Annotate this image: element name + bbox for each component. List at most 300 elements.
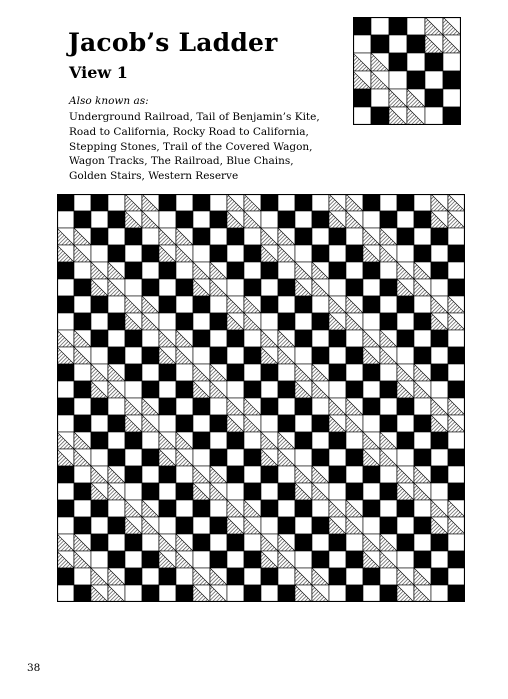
light-square: [159, 313, 176, 330]
dark-square: [346, 551, 363, 568]
light-square: [278, 194, 295, 211]
dark-square: [244, 449, 261, 466]
light-square: [363, 585, 380, 602]
dark-square: [193, 534, 210, 551]
dark-square: [108, 347, 125, 364]
dark-square: [176, 279, 193, 296]
light-square: [227, 551, 244, 568]
view-subtitle: View 1: [69, 63, 128, 82]
dark-square: [414, 347, 431, 364]
light-square: [371, 17, 389, 35]
dark-square: [329, 432, 346, 449]
light-square: [380, 500, 397, 517]
dark-square: [91, 228, 108, 245]
dark-square: [312, 245, 329, 262]
dark-square: [176, 415, 193, 432]
dark-square: [397, 296, 414, 313]
dark-square: [227, 228, 244, 245]
dark-square: [125, 568, 142, 585]
dark-square: [210, 245, 227, 262]
light-square: [414, 330, 431, 347]
dark-square: [448, 381, 465, 398]
light-square: [142, 534, 159, 551]
dark-square: [431, 466, 448, 483]
light-square: [57, 415, 74, 432]
light-square: [176, 296, 193, 313]
dark-square: [414, 211, 431, 228]
light-square: [448, 262, 465, 279]
dark-square: [380, 381, 397, 398]
light-square: [278, 398, 295, 415]
light-square: [278, 262, 295, 279]
dark-square: [431, 364, 448, 381]
dark-square: [142, 381, 159, 398]
dark-square: [414, 415, 431, 432]
light-square: [329, 279, 346, 296]
dark-square: [159, 466, 176, 483]
light-square: [414, 500, 431, 517]
light-square: [407, 53, 425, 71]
dark-square: [414, 449, 431, 466]
light-square: [244, 466, 261, 483]
light-square: [210, 500, 227, 517]
light-square: [193, 245, 210, 262]
light-square: [142, 330, 159, 347]
light-square: [278, 466, 295, 483]
light-square: [108, 500, 125, 517]
light-square: [74, 500, 91, 517]
light-square: [193, 415, 210, 432]
dark-square: [261, 500, 278, 517]
light-square: [227, 381, 244, 398]
dark-square: [57, 568, 74, 585]
dark-square: [159, 398, 176, 415]
light-square: [363, 517, 380, 534]
dark-square: [176, 517, 193, 534]
single-block-diagram: [353, 17, 461, 125]
light-square: [142, 262, 159, 279]
dark-square: [125, 364, 142, 381]
light-square: [74, 398, 91, 415]
light-square: [346, 432, 363, 449]
dark-square: [227, 534, 244, 551]
dark-square: [261, 364, 278, 381]
dark-square: [346, 449, 363, 466]
light-square: [448, 432, 465, 449]
light-square: [443, 89, 461, 107]
dark-square: [261, 466, 278, 483]
light-square: [346, 228, 363, 245]
light-square: [448, 364, 465, 381]
light-square: [295, 211, 312, 228]
light-square: [244, 432, 261, 449]
light-square: [295, 517, 312, 534]
dark-square: [443, 71, 461, 89]
dark-square: [176, 313, 193, 330]
dark-square: [125, 330, 142, 347]
dark-square: [176, 585, 193, 602]
dark-square: [295, 296, 312, 313]
dark-square: [159, 296, 176, 313]
dark-square: [210, 517, 227, 534]
dark-square: [407, 35, 425, 53]
light-square: [159, 483, 176, 500]
light-square: [363, 381, 380, 398]
dark-square: [363, 296, 380, 313]
light-square: [244, 228, 261, 245]
dark-square: [159, 364, 176, 381]
light-square: [74, 296, 91, 313]
light-square: [244, 330, 261, 347]
dark-square: [363, 194, 380, 211]
light-square: [176, 568, 193, 585]
light-square: [295, 551, 312, 568]
light-square: [210, 330, 227, 347]
dark-square: [142, 449, 159, 466]
light-square: [125, 347, 142, 364]
dark-square: [227, 432, 244, 449]
light-square: [312, 500, 329, 517]
light-square: [91, 415, 108, 432]
dark-square: [57, 296, 74, 313]
dark-square: [329, 534, 346, 551]
light-square: [261, 211, 278, 228]
dark-square: [353, 89, 371, 107]
dark-square: [244, 279, 261, 296]
dark-square: [312, 211, 329, 228]
light-square: [329, 245, 346, 262]
light-square: [397, 245, 414, 262]
light-square: [380, 568, 397, 585]
light-square: [431, 279, 448, 296]
light-square: [414, 194, 431, 211]
dark-square: [448, 449, 465, 466]
dark-square: [346, 245, 363, 262]
dark-square: [193, 194, 210, 211]
light-square: [57, 483, 74, 500]
light-square: [125, 449, 142, 466]
light-square: [329, 551, 346, 568]
light-square: [125, 551, 142, 568]
dark-square: [142, 347, 159, 364]
dark-square: [176, 381, 193, 398]
dark-square: [244, 381, 261, 398]
dark-square: [414, 551, 431, 568]
light-square: [261, 279, 278, 296]
light-square: [380, 364, 397, 381]
pattern-title: Jacob’s Ladder: [68, 28, 278, 57]
dark-square: [176, 483, 193, 500]
dark-square: [108, 517, 125, 534]
dark-square: [414, 313, 431, 330]
dark-square: [261, 262, 278, 279]
dark-square: [425, 89, 443, 107]
dark-square: [278, 483, 295, 500]
light-square: [210, 296, 227, 313]
page-number: 38: [27, 662, 41, 674]
dark-square: [244, 347, 261, 364]
dark-square: [448, 483, 465, 500]
light-square: [431, 381, 448, 398]
dark-square: [108, 449, 125, 466]
light-square: [448, 228, 465, 245]
light-square: [346, 568, 363, 585]
light-square: [91, 517, 108, 534]
light-square: [227, 279, 244, 296]
light-square: [329, 483, 346, 500]
dark-square: [397, 330, 414, 347]
dark-square: [159, 568, 176, 585]
light-square: [91, 245, 108, 262]
light-square: [74, 194, 91, 211]
light-square: [363, 415, 380, 432]
light-square: [57, 313, 74, 330]
light-square: [91, 313, 108, 330]
light-square: [346, 364, 363, 381]
light-square: [108, 194, 125, 211]
dark-square: [278, 415, 295, 432]
light-square: [312, 228, 329, 245]
dark-square: [353, 17, 371, 35]
dark-square: [397, 228, 414, 245]
dark-square: [346, 585, 363, 602]
light-square: [91, 449, 108, 466]
dark-square: [159, 262, 176, 279]
dark-square: [227, 330, 244, 347]
light-square: [397, 415, 414, 432]
light-square: [227, 585, 244, 602]
light-square: [142, 568, 159, 585]
alternate-names-line: Wagon Tracks, The Railroad, Blue Chains,: [69, 155, 294, 168]
dark-square: [443, 107, 461, 125]
light-square: [389, 35, 407, 53]
light-square: [57, 381, 74, 398]
light-square: [312, 330, 329, 347]
dark-square: [193, 228, 210, 245]
alternate-names-list: [69, 110, 319, 184]
light-square: [57, 517, 74, 534]
dark-square: [363, 500, 380, 517]
dark-square: [448, 551, 465, 568]
dark-square: [346, 483, 363, 500]
dark-square: [244, 245, 261, 262]
light-square: [74, 568, 91, 585]
light-square: [210, 228, 227, 245]
dark-square: [227, 364, 244, 381]
light-square: [159, 279, 176, 296]
dark-square: [448, 279, 465, 296]
light-square: [176, 466, 193, 483]
light-square: [329, 347, 346, 364]
light-square: [193, 449, 210, 466]
dark-square: [431, 568, 448, 585]
light-square: [227, 347, 244, 364]
light-square: [425, 107, 443, 125]
light-square: [295, 449, 312, 466]
light-square: [346, 262, 363, 279]
dark-square: [74, 517, 91, 534]
dark-square: [57, 398, 74, 415]
dark-square: [91, 194, 108, 211]
light-square: [397, 449, 414, 466]
alternate-names-line: Stepping Stones, Trail of the Covered Wagon,: [69, 140, 313, 153]
dark-square: [57, 364, 74, 381]
dark-square: [363, 568, 380, 585]
light-square: [210, 534, 227, 551]
dark-square: [210, 347, 227, 364]
dark-square: [74, 415, 91, 432]
dark-square: [414, 245, 431, 262]
dark-square: [371, 35, 389, 53]
dark-square: [295, 330, 312, 347]
dark-square: [74, 313, 91, 330]
dark-square: [431, 262, 448, 279]
light-square: [363, 483, 380, 500]
dark-square: [142, 551, 159, 568]
light-square: [74, 262, 91, 279]
light-square: [278, 568, 295, 585]
dark-square: [142, 279, 159, 296]
light-square: [431, 551, 448, 568]
dark-square: [363, 262, 380, 279]
dark-square: [363, 466, 380, 483]
light-square: [91, 347, 108, 364]
dark-square: [227, 568, 244, 585]
dark-square: [159, 500, 176, 517]
light-square: [74, 466, 91, 483]
light-square: [407, 17, 425, 35]
quilt-layout-diagram: [57, 194, 465, 602]
light-square: [108, 432, 125, 449]
light-square: [363, 313, 380, 330]
light-square: [295, 415, 312, 432]
light-square: [448, 466, 465, 483]
light-square: [125, 381, 142, 398]
dark-square: [210, 449, 227, 466]
dark-square: [380, 517, 397, 534]
light-square: [176, 500, 193, 517]
light-square: [414, 534, 431, 551]
dark-square: [312, 551, 329, 568]
light-square: [261, 415, 278, 432]
light-square: [312, 194, 329, 211]
dark-square: [159, 194, 176, 211]
light-square: [57, 585, 74, 602]
dark-square: [108, 211, 125, 228]
dark-square: [431, 432, 448, 449]
dark-square: [193, 432, 210, 449]
dark-square: [142, 483, 159, 500]
light-square: [193, 551, 210, 568]
light-square: [193, 211, 210, 228]
light-square: [244, 568, 261, 585]
light-square: [312, 534, 329, 551]
dark-square: [397, 432, 414, 449]
light-square: [244, 364, 261, 381]
dark-square: [91, 534, 108, 551]
dark-square: [329, 364, 346, 381]
light-square: [159, 517, 176, 534]
light-square: [159, 415, 176, 432]
light-square: [142, 432, 159, 449]
dark-square: [380, 585, 397, 602]
dark-square: [425, 53, 443, 71]
dark-square: [407, 71, 425, 89]
light-square: [431, 585, 448, 602]
dark-square: [295, 398, 312, 415]
dark-square: [108, 551, 125, 568]
dark-square: [108, 313, 125, 330]
light-square: [261, 313, 278, 330]
dark-square: [295, 194, 312, 211]
dark-square: [380, 483, 397, 500]
light-square: [176, 364, 193, 381]
light-square: [414, 228, 431, 245]
light-square: [125, 279, 142, 296]
light-square: [261, 585, 278, 602]
light-square: [108, 228, 125, 245]
dark-square: [295, 500, 312, 517]
dark-square: [125, 432, 142, 449]
dark-square: [261, 398, 278, 415]
light-square: [295, 347, 312, 364]
light-square: [380, 262, 397, 279]
dark-square: [380, 313, 397, 330]
dark-square: [74, 279, 91, 296]
light-square: [261, 381, 278, 398]
light-square: [57, 211, 74, 228]
light-square: [346, 534, 363, 551]
dark-square: [346, 381, 363, 398]
light-square: [108, 296, 125, 313]
dark-square: [57, 500, 74, 517]
light-square: [425, 71, 443, 89]
dark-square: [91, 432, 108, 449]
light-square: [142, 228, 159, 245]
light-square: [91, 551, 108, 568]
light-square: [74, 364, 91, 381]
dark-square: [125, 534, 142, 551]
light-square: [295, 313, 312, 330]
dark-square: [142, 245, 159, 262]
dark-square: [74, 483, 91, 500]
dark-square: [74, 585, 91, 602]
dark-square: [380, 211, 397, 228]
light-square: [244, 534, 261, 551]
dark-square: [74, 211, 91, 228]
light-square: [125, 245, 142, 262]
light-square: [346, 466, 363, 483]
light-square: [210, 194, 227, 211]
light-square: [371, 89, 389, 107]
light-square: [295, 245, 312, 262]
dark-square: [227, 262, 244, 279]
alternate-names-line: Road to California, Rocky Road to California,: [69, 125, 309, 138]
dark-square: [278, 279, 295, 296]
dark-square: [363, 364, 380, 381]
dark-square: [329, 330, 346, 347]
dark-square: [448, 245, 465, 262]
light-square: [159, 585, 176, 602]
light-square: [353, 35, 371, 53]
light-square: [193, 347, 210, 364]
light-square: [380, 296, 397, 313]
light-square: [210, 398, 227, 415]
light-square: [448, 568, 465, 585]
dark-square: [74, 381, 91, 398]
dark-square: [371, 107, 389, 125]
light-square: [244, 262, 261, 279]
